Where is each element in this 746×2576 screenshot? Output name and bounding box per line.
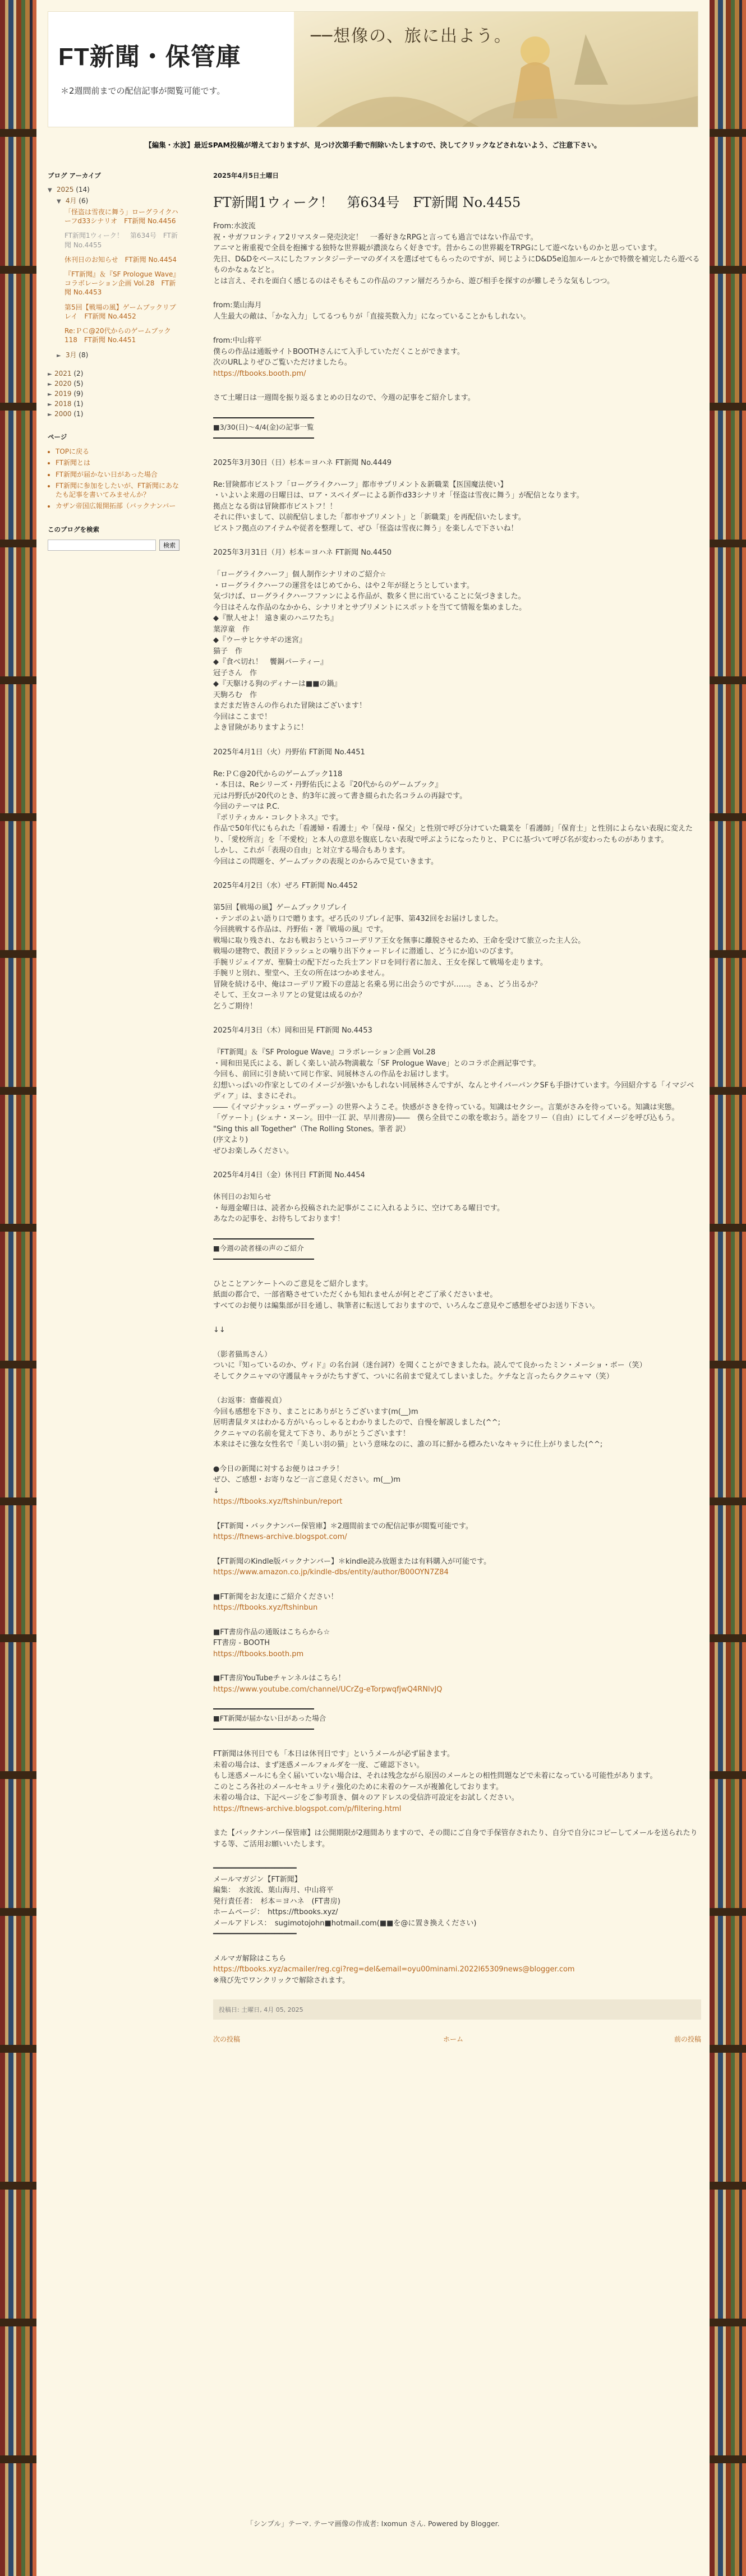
- post-line: もし迷惑メールにも全く届いていない場合は、それは残念ながら原因のメールとの相性問題などで未着になっている可能性があります。: [213, 1772, 657, 1780]
- post-line: 冒険を続ける中、俺はコーデリア殿下の意誌と名乗る男に出会うのですが……。さぁ、どう出るか？: [213, 980, 542, 989]
- post-line: まだまだ皆さんの作られた冒険はございます！: [213, 702, 367, 710]
- post-line: ※飛び先でワンクリックで解除されます。: [213, 1976, 350, 1985]
- blog-description: ＊2週間前までの配信記事が閲覧可能です。: [61, 86, 225, 96]
- post-line: ククニャマの名前を覚えて下さり、ありがとうございます！: [213, 1429, 410, 1438]
- post-paragraph: [213, 1863, 701, 1940]
- post-line: ホームページ： https://ftbooks.xyz/: [213, 1908, 338, 1916]
- post-line: 気づけば、ローグライクハーフファンによる作品が、数多く世に出ていることに気づきました。: [213, 592, 526, 601]
- archive-year-2018[interactable]: ► 2018 (1): [48, 400, 84, 408]
- post-line: 作品で50年代にもられた「看護婦・看護士」や「保母・保父」と性別で呼び分けていた職業を「看護師」「保育士」と性別によらない表現に変えたり、「愛校所言」を「不愛校」と本人の意思を腹底しない表現で呼ぶようになったりと、ＰＣに基づいて呼び名が変わったものがあります。: [213, 824, 693, 844]
- section-rule: [213, 1259, 314, 1260]
- search-input[interactable]: [48, 540, 156, 551]
- post-line: 編集： 水波流、葉山海月、中山将平: [213, 1886, 334, 1895]
- post-line: from:中山将平: [213, 337, 262, 345]
- post-line: [213, 559, 701, 570]
- post-line: 「ヴァート」(シェナ・ヌーン。田中一江 訳、早川書房)―― 僕ら全員でこの歌を歌おう。語をフリー（自由）にしてイメージを呼び込もう。: [213, 1114, 679, 1122]
- post-line: 乞うご期待！: [213, 1002, 257, 1011]
- collapsed-triangle-icon[interactable]: ►: [48, 412, 52, 418]
- post-line: （影者猫馬さん）: [213, 1350, 272, 1359]
- post-line: ●今日の新聞に対するお便りはコチラ！: [213, 1464, 344, 1473]
- post-line: ――《イマジナッシュ・ヴーデッー》の世界へようこそ。快感がさきを待っている。知識はセクシー。言葉がさみを待っている。知識は実態。: [213, 1103, 679, 1112]
- header-tagline: ──想像の、旅に出よう。: [311, 26, 512, 46]
- header-illustration: [294, 12, 698, 127]
- archive-year-2019[interactable]: ► 2019 (9): [48, 390, 84, 398]
- post-line: アニマと術重視で全員を抱擁する独特な世界観が濃淡ならく好きです。昔からこの世界観をTRPGにして遊べないものかと思っています。: [213, 244, 662, 252]
- post-line: 人生最大の敵は、「かな入力」してるつもりが「直接英数入力」になっていることかもしれない。: [213, 312, 531, 321]
- post-line: すべてのお便りは編集部が目を通し、執筆者に転送しておりますので、いろんなご意見やご感想をぜひお送り下さい。: [213, 1301, 600, 1310]
- post-link[interactable]: https://ftnews-archive.blogspot.com/p/filtering.html: [213, 1804, 402, 1813]
- collapsed-triangle-icon[interactable]: ►: [48, 391, 52, 398]
- post-line: 元は丹野氏が20代のとき、約3年に渡って書き綴られた名コラムの再録です。: [213, 791, 467, 800]
- post-line: そしてククニャマの守護鼠キャラがたちすぎて、ついに名前まで覚えてしまいました。ケチなと言ったらククニャマ（笑）: [213, 1372, 614, 1381]
- post-line: そして、王女コーネリアとの覚覚は成るのか？: [213, 991, 366, 999]
- archive-post-link[interactable]: 『FT新聞』＆『SF Prologue Wave』コラボレーション企画 Vol.28 FT新聞 No.4453: [65, 270, 180, 297]
- archive-month-april[interactable]: ▼ 4月 (6): [57, 197, 89, 205]
- page-link[interactable]: • カザン帝国広報開拓部（バックナンバー: [56, 501, 182, 510]
- post-line: 『FT新聞』＆『SF Prologue Wave』コラボレーション企画 Vol.28: [213, 1048, 436, 1057]
- archive-post-link[interactable]: 休刊日のお知らせ FT新聞 No.4454: [65, 255, 177, 264]
- post-line: ひとことアンケートへのご意見をご紹介します。: [213, 1279, 373, 1288]
- post-paragraph: [213, 1627, 701, 1660]
- post-line: 今回も、前回に引き続いて同じ作家、同展林さんの作品をお届けします。: [213, 1070, 453, 1079]
- search-widget: [48, 525, 182, 551]
- post-title: FT新聞1ウィーク！ 第634号 FT新聞 No.4455: [213, 195, 521, 210]
- post-paragraph: [213, 458, 701, 534]
- post-paragraph: [213, 881, 701, 1012]
- post-line: ━━━━━━━━━━━━━━━━━━━: [213, 1864, 297, 1873]
- post-line: "Sing this all Together"（The Rolling Stones。筆者 訳）: [213, 1125, 410, 1133]
- post-line: 未着の場合は、下記ページをご参考頂き、個々のアドレスの受信許可設定をお試しください。: [213, 1794, 519, 1802]
- post-line: さて土曜日は一週間を振り返るまとめの日なので、今週の記事をご紹介します。: [213, 394, 475, 402]
- post-line: 未着の場合は、まず迷惑メールフォルダを一度、ご確認下さい。: [213, 1761, 424, 1769]
- post-line: ・本日は、Reシリーズ・丹野佑氏による『20代からのゲームブック』: [213, 781, 443, 789]
- post-link[interactable]: https://ftbooks.xyz/ftshinbun/report: [213, 1497, 343, 1506]
- section-rule: [213, 1238, 314, 1239]
- post-link[interactable]: https://ftnews-archive.blogspot.com/: [213, 1533, 347, 1541]
- post-paragraph: [213, 1592, 701, 1614]
- sidebar: [48, 171, 182, 565]
- section-heading: ■FT新聞が届かない日があった場合: [213, 1714, 326, 1722]
- post-line: From:水波流: [213, 222, 256, 231]
- post-line: 今回はここまで！: [213, 712, 272, 721]
- post-line: しかし、これが「表現の自由」と対立する場合もあります。: [213, 846, 409, 855]
- post-line: 2025年4月1日（火）丹野佑 FT新聞 No.4451: [213, 748, 365, 757]
- post-line: よき冒険がありますように！: [213, 724, 308, 732]
- post-line: Re:ＰＣ@20代からのゲームブック118: [213, 769, 343, 778]
- post-line: 次のURLよりぜひご覧いただけましたら。: [213, 358, 352, 367]
- post-line: [213, 892, 701, 903]
- post-line: Re:冒険都市ビストフ「ローグライクハーフ」都市サプリメント＆新職業【医国魔法使い】: [213, 480, 508, 489]
- blog-title[interactable]: FT新聞・保管庫: [58, 43, 241, 71]
- post-line: 葉淳童 作: [213, 625, 250, 634]
- post-line: とは言え、それを面白く感じるのはそもそもこの作品のファン層だろうから、遊び相手を探すのが難しそうな気もしつつ。: [213, 277, 615, 285]
- archive-month-march[interactable]: ► 3月 (8): [57, 351, 89, 360]
- pages-list: [48, 447, 182, 510]
- post-line: from:葉山海月: [213, 301, 262, 310]
- post-line: 今日はそんな作品のなかから、シナリオとサプリメントにスポットを当てて情報を集めました。: [213, 603, 527, 612]
- post-link[interactable]: https://ftbooks.booth.pm: [213, 1649, 304, 1658]
- archive-post-link[interactable]: Re:ＰＣ@20代からのゲームブック118 FT新聞 No.4451: [65, 326, 171, 344]
- archive-post-list: [48, 208, 182, 344]
- collapsed-triangle-icon[interactable]: ►: [48, 402, 52, 408]
- post-line: 今回も感想を下さり、まことにありがとうございます(m(__)m: [213, 1407, 418, 1416]
- post-paragraph: [213, 1395, 701, 1450]
- post-line: FT新聞は休刊日でも「本日は休刊日です」というメールが必ず届きます。: [213, 1750, 454, 1758]
- post-footer: 投稿日: 土曜日, 4月 05, 2025: [213, 1999, 701, 2020]
- section-rule: [213, 417, 314, 418]
- post-paragraph: [213, 1521, 701, 1543]
- post-line: 2025年3月30日（日）杉本＝ヨハネ FT新聞 No.4449: [213, 458, 392, 467]
- post-line: （お返事：齋藤視貞）: [213, 1397, 287, 1405]
- post-paragraph: [213, 393, 701, 404]
- post-line: 2025年3月31日（月）杉本＝ヨハネ FT新聞 No.4450: [213, 549, 392, 557]
- post-line: 第5回【戦場の風】ゲームブックリプレイ: [213, 904, 348, 912]
- post-line: ・いよいよ来週の日曜日は、ロア・スペイダーによる新作d33シナリオ「怪盗は雪夜に舞う」が配信となります。: [213, 491, 584, 500]
- post-line: メールアドレス： sugimotojohn■hotmail.com(■■を@に置き換えください): [213, 1919, 477, 1928]
- section-rule: [213, 437, 314, 439]
- post-line: 冠子さん 作: [213, 669, 257, 678]
- post-link[interactable]: https://www.amazon.co.jp/kindle-dbs/entity/author/B00OYN7Z84: [213, 1568, 449, 1577]
- post-line: 今回はこの問題を、ゲームブックの表現とのからみで見ていきます。: [213, 857, 439, 866]
- post-line: ビストフ拠点のアイテムや従者を整理して、ぜひ「怪盗は雪夜に舞う」を楽しんで下さいね！: [213, 524, 518, 533]
- main-content: [213, 171, 701, 2045]
- archive-post-current: FT新聞1ウィーク！ 第634号 FT新聞 No.4455: [65, 232, 178, 249]
- post-line: [213, 468, 701, 480]
- section-rule: [213, 1708, 314, 1709]
- post-line: 祝・サガフロンティア2リマスター発売決定！ 一番好きなRPGと言っても過言ではない作品です。: [213, 233, 538, 242]
- page-link[interactable]: • FT新聞に参加をしたいが、FT新聞にあなたも記事を書いてみませんか？: [56, 481, 182, 499]
- post-paragraph: [213, 1464, 701, 1508]
- post-paragraph: [213, 1673, 701, 1695]
- post-paragraph: [213, 1953, 701, 1987]
- post-paragraph: [213, 1325, 701, 1336]
- post-line: 戦場の建物で、教団ドラッシュとの噛り出下ウォードレイに潜遁し、どうにか追いのびます。: [213, 947, 518, 956]
- post-line: ・ローグライクハーフの運営をはじめてから、はや２年が経とうとしています。: [213, 581, 474, 590]
- archive-year-2000[interactable]: ► 2000 (1): [48, 410, 84, 418]
- post-line: 2025年4月3日（木）岡和田晃 FT新聞 No.4453: [213, 1026, 372, 1035]
- bookshelf-background-left: [0, 0, 36, 2576]
- blog-header: [48, 11, 698, 127]
- post-line: 拠点となる街は冒険都市ビストフ！！: [213, 502, 337, 511]
- pages-heading: ページ: [48, 433, 67, 441]
- archive-year-2025[interactable]: ▼ 2025 (14): [48, 186, 90, 193]
- post-line: 紙面の都合で、一部省略させていただくかも知れませんが何とぞご了承くださいませ。: [213, 1291, 498, 1299]
- post-line: あなたの記事を、お待ちしております！: [213, 1215, 345, 1223]
- post-line: 【FT新聞のKindle版バックナンバー】＊kindle読み放題または有料購入が可能です。: [213, 1557, 491, 1566]
- post-paragraph: [213, 1170, 701, 1225]
- post-link[interactable]: https://ftbooks.xyz/acmailer/reg.cgi?reg=del&email=oyu00minami.2022l65309news@blogger.com: [213, 1965, 575, 1974]
- post-line: 今回のテーマは P.C.: [213, 803, 280, 811]
- newer-post-link[interactable]: 次の投稿: [213, 2035, 241, 2043]
- page-link[interactable]: • TOPに戻る: [56, 447, 182, 456]
- post-line: ■FT書房YouTubeチャンネルはこちら！: [213, 1674, 346, 1683]
- post-navigation: [213, 2034, 701, 2045]
- archive-post-link[interactable]: 第5回【戦場の風】ゲームブックリプレイ FT新聞 No.4452: [65, 303, 176, 320]
- archive-year-2021[interactable]: ► 2021 (2): [48, 370, 84, 378]
- page-link[interactable]: • FT新聞が届かない日があった場合: [56, 470, 182, 479]
- archive-heading: ブログ アーカイブ: [48, 172, 101, 179]
- post-line: ・毎週金曜日は、読者から投稿された記事がここに入れるように、空けてある曜日です。: [213, 1204, 504, 1213]
- section-heading: ■3/30(日)～4/4(金)の記事一覧: [213, 422, 314, 431]
- post-line: メルマガ解除はこちら: [213, 1954, 287, 1963]
- section-rule: [213, 1729, 314, 1730]
- bookshelf-background-right: [710, 0, 746, 2576]
- post-line: [213, 1181, 701, 1192]
- expanded-triangle-icon[interactable]: ▼: [48, 187, 52, 193]
- post-body: [213, 221, 701, 1986]
- post-line: 【FT新聞・バックナンバー保管庫】＊2週間前までの配信記事が閲覧可能です。: [213, 1522, 473, 1531]
- home-link[interactable]: ホーム: [443, 2035, 464, 2043]
- post-paragraph: [213, 1025, 701, 1156]
- post-line: また【バックナンバー保管庫】は公開期限が2週間ありますので、その間にご自身で手保管存されたり、自分で自分にコピーしてメールを送られたりする等、ご活用お願いいたします。: [213, 1829, 698, 1849]
- post-line: ◆『ウーサヒケサギの迷宮』: [213, 636, 306, 644]
- post-line: 今回挑戦する作品は、丹野佑・著『戦場の風』です。: [213, 925, 388, 934]
- post-line: ━━━━━━━━━━━━━━━━━━━: [213, 1930, 297, 1938]
- post-line: ■FT新聞をお友達にご紹介ください！: [213, 1592, 338, 1601]
- post-paragraph: [213, 221, 701, 287]
- archive-widget: [48, 171, 182, 418]
- post-paragraph: [213, 300, 701, 322]
- search-button[interactable]: 検索: [159, 540, 179, 551]
- post-line: 居明書鼠タヌはわかる方がいらっしゃるとわかりましたので、自慢を解説しました(^^;: [213, 1418, 500, 1427]
- post-line: FT書房 - BOOTH: [213, 1639, 270, 1647]
- theme-credit: 「シンプル」テーマ. テーマ画像の作成者: Ixomun さん. Powered by Blogger.: [246, 2519, 500, 2528]
- post-line: 天駒ろむ 作: [213, 690, 257, 699]
- collapsed-triangle-icon[interactable]: ►: [48, 371, 52, 378]
- collapsed-triangle-icon[interactable]: ►: [57, 353, 61, 360]
- post-link[interactable]: https://ftbooks.booth.pm/: [213, 369, 306, 378]
- section-heading: ■今週の読者様の声のご紹介: [213, 1243, 304, 1252]
- post-line: ◆『天駆ける狗のディナーは■■の鍋』: [213, 680, 342, 688]
- post-paragraph: [213, 1749, 701, 1814]
- post-line: 2025年4月4日（金）休刊日 FT新聞 No.4454: [213, 1171, 365, 1179]
- post-paragraph: [213, 747, 701, 868]
- post-line: ・テンポのよい語り口で贈ります。ぜろ氏のリプレイ記事、第432回をお届けしました。: [213, 914, 503, 923]
- post-paragraph: [213, 547, 701, 734]
- post-line: それに伴いまして、以前配信しました「都市サプリメント」と「新職業」を再配信いたします。: [213, 513, 526, 522]
- post-line: ついに『知っているのか、ヴィド』の名台詞（迷台詞?）を聞くことができましたね。読んでて良かったミン・メーショ・ボー（笑）: [213, 1361, 647, 1370]
- search-heading: このブログを検索: [48, 526, 99, 534]
- post-line: 手腕リジェイアガ、聖騎士の配下だった兵士アンドロを同行者に加え、王女を探して戦場を走ります。: [213, 958, 547, 967]
- collapsed-triangle-icon[interactable]: ►: [48, 381, 52, 388]
- post-line: 僕らの作品は通販サイトBOOTHさんにて入手していただくことができます。: [213, 347, 464, 356]
- illustration-image: [294, 12, 698, 127]
- post-line: 幻想いっぱいの作家としてのイメージが強いかもしれない同展林さんですが、なんとサイバーパンクSFも手掛けています。今回紹介する「イマジベディア」は、まさにそれ。: [213, 1081, 694, 1100]
- post-line: 手腕リと別れ、聖堂へ、王女の所在はつかめません。: [213, 969, 389, 978]
- archive-post-link[interactable]: 「怪盗は雪夜に舞う」ローグライクハーフd33シナリオ FT新聞 No.4456: [65, 208, 178, 225]
- post-line: 本来はそに強な女性名で「美しい羽の猫」という意味なのに、誰の耳に鮮かる標みたいなキャラに仕上がりました(^^;: [213, 1440, 603, 1449]
- post-line: このところ各社のメールセキュリティ強化のために未着のケースが複雑化しております。: [213, 1782, 503, 1791]
- post-line: ぜひ、ご感想・お寄りなど一言ご意見ください。m(__)m: [213, 1476, 400, 1484]
- post-line: [213, 1036, 701, 1048]
- page-link[interactable]: • FT新聞とは: [56, 458, 182, 467]
- post-date-header: 2025年4月5日土曜日: [213, 172, 279, 179]
- post-line: ↓: [213, 1486, 219, 1495]
- post-line: 2025年4月2日（水）ぜろ FT新聞 No.4452: [213, 882, 358, 890]
- post-paragraph: [213, 1828, 701, 1850]
- post-line: 先日、D&Dをベースにしたファンタジーテーマのダイスを選ばせてもらったのですが、同じようにD&D5e追加ルールとかで特徴を補完したら遊べるものかなぁなどと。: [213, 255, 700, 274]
- post-paragraph: [213, 335, 701, 379]
- post-paragraph: [213, 1279, 701, 1312]
- post-link[interactable]: https://www.youtube.com/channel/UCrZg-eTorpwqfjwQ4RNlvJQ: [213, 1685, 443, 1694]
- post-line: ◆『食べ切れ！ 饗鋼パーティー』: [213, 658, 328, 666]
- archive-year-2020[interactable]: ► 2020 (5): [48, 380, 84, 388]
- post-line: 「ローグライクハーフ」個人制作シナリオのご紹介☆: [213, 570, 386, 579]
- post-line: 休刊日のお知らせ: [213, 1193, 271, 1201]
- post-line: 『ポリティカル・コレクトネス』です。: [213, 813, 343, 822]
- post-line: メールマガジン【FT新聞】: [213, 1875, 302, 1884]
- pages-widget: [48, 432, 182, 510]
- post-line: ↓↓: [213, 1326, 225, 1334]
- post-line: ぜひお楽しみください。: [213, 1146, 294, 1155]
- post-line: ・岡和田晃氏による、新しく楽しい読み物満載な「SF Prologue Wave」とのコラボ企画記事です。: [213, 1059, 541, 1068]
- post-paragraph: [213, 1556, 701, 1578]
- post-line: (序文より): [213, 1136, 248, 1144]
- post-line: 猫子 作: [213, 647, 243, 656]
- post-line: [213, 758, 701, 769]
- post-paragraph: [213, 1349, 701, 1383]
- post-line: 戦場に取り残され、なおも戦おうというコーデリア王女を無事に離脱させるため、王命を受けて旅立った主人公。: [213, 936, 586, 945]
- older-post-link[interactable]: 前の投稿: [674, 2035, 701, 2043]
- post-link[interactable]: https://ftbooks.xyz/ftshinbun: [213, 1603, 318, 1612]
- post-line: ■FT書房作品の通販はこちらから☆: [213, 1628, 330, 1637]
- expanded-triangle-icon[interactable]: ▼: [57, 199, 61, 205]
- post-line: 発行責任者： 杉本＝ヨハネ (FT書房): [213, 1897, 340, 1906]
- post-line: ◆『獣人せよ！ 遠き東のハニワたち』: [213, 614, 338, 623]
- spam-notice: 【編集・水波】最近SPAM投稿が増えておりますが、見つけ次第手動で削除いたしますので、決してクリックなどされないよう、ご注意下さい。: [145, 141, 601, 149]
- page-container: [36, 0, 710, 2576]
